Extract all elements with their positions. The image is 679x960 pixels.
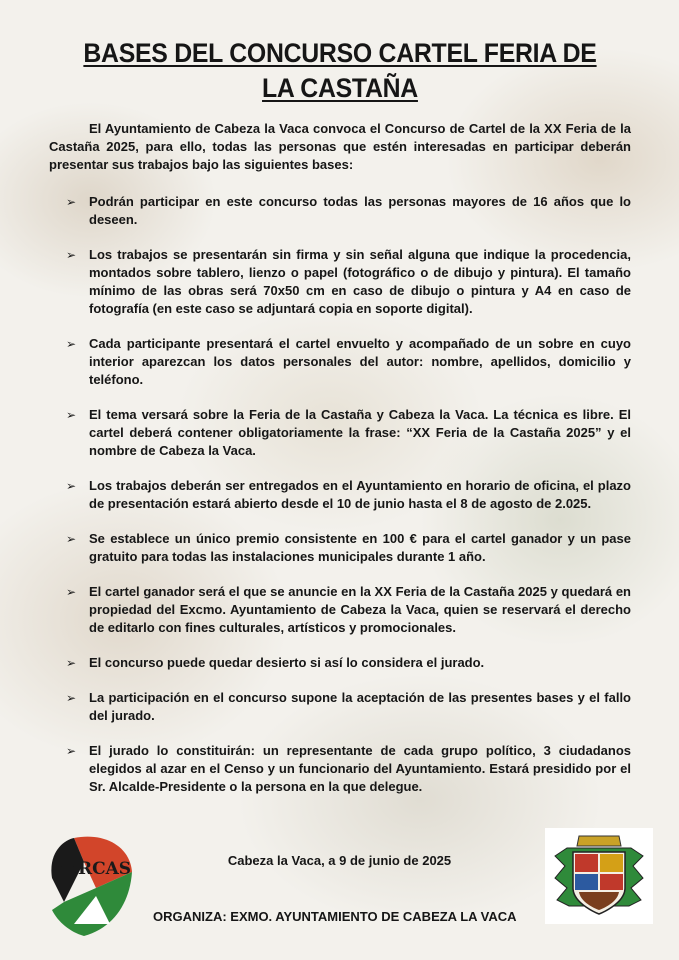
list-item: [66, 477, 631, 513]
list-item-text: La participación en el concurso supone la aceptación de las presentes bases y el fallo del jurado.: [89, 690, 631, 723]
intro-paragraph: El Ayuntamiento de Cabeza la Vaca convoca el Concurso de Cartel de la XX Feria de la Castaña 2025, para ello, todas las personas que estén interesadas en participar deberán presentar sus trabajos bajo las siguientes bases:: [49, 121, 631, 172]
list-item-text: Se establece un único premio consistente en 100 € para el cartel ganador y un pase gratuito para todas las instalaciones municipales durante 1 año.: [89, 531, 631, 564]
list-item: [66, 335, 631, 389]
arrow-bullet-icon: ➢: [66, 248, 77, 262]
list-item-text: El cartel ganador será el que se anuncie en la XX Feria de la Castaña 2025 y quedará en propiedad del Excmo. Ayuntamiento de Cabeza la Vaca, quien se reservará el derecho de editarlo con fines culturales, artísticos y promocionales.: [89, 584, 631, 635]
list-item-text: Los trabajos se presentarán sin firma y sin señal alguna que indique la procedencia, montados sobre tablero, lienzo o papel (fotográfico o de dibujo y pintura). El tamaño mínimo de las obras será 70x50 cm en caso de dibujo o pintura y A4 en caso de fotografía (en este caso se adjuntará copia en soporte digital).: [89, 247, 631, 316]
crest-quarter-red: [575, 854, 598, 872]
crest-quarter-gold: [600, 854, 623, 872]
arrow-bullet-icon: ➢: [66, 195, 77, 209]
list-item-text: Cada participante presentará el cartel envuelto y acompañado de un sobre en cuyo interior aparezcan los datos personales del autor: nombre, apellidos, domicilio y teléfono.: [89, 336, 631, 387]
arrow-bullet-icon: ➢: [66, 585, 77, 599]
logo-text: FERCAS: [52, 859, 132, 879]
list-item-text: El tema versará sobre la Feria de la Castaña y Cabeza la Vaca. La técnica es libre. El cartel deberá contener obligatoriamente la frase: “XX Feria de la Castaña 2025” y el nombre de Cabeza la Vaca.: [89, 407, 631, 458]
arrow-bullet-icon: ➢: [66, 656, 77, 670]
list-item: [66, 654, 631, 672]
list-item: [66, 530, 631, 566]
organizer-line: ORGANIZA: EXMO. AYUNTAMIENTO DE CABEZA LA VACA: [153, 909, 517, 924]
list-item: [66, 742, 631, 796]
crest-quarter-blue: [575, 874, 598, 890]
town-crest: [543, 826, 655, 926]
arrow-bullet-icon: ➢: [66, 744, 77, 758]
crest-quarter-red-2: [600, 874, 623, 890]
arrow-bullet-icon: ➢: [66, 691, 77, 705]
arrow-bullet-icon: ➢: [66, 479, 77, 493]
bases-list: [66, 193, 631, 813]
list-item-text: El concurso puede quedar desierto si así lo considera el jurado.: [89, 655, 485, 670]
crown-icon: [577, 836, 621, 846]
list-item: [66, 246, 631, 318]
list-item-text: Los trabajos deberán ser entregados en el Ayuntamiento en horario de oficina, el plazo de presentación estará abierto desde el 10 de junio hasta el 8 de agosto de 2.025.: [89, 478, 631, 511]
list-item: [66, 406, 631, 460]
fercas-logo: [44, 832, 136, 940]
page-title: BASES DEL CONCURSO CARTEL FERIA DE LA CASTAÑA: [83, 38, 597, 103]
list-item-text: El jurado lo constituirán: un representante de cada grupo político, 3 ciudadanos elegidos al azar en el Censo y un funcionario del Ayuntamiento. Estará presidido por el Sr. Alcalde-Presidente o la persona en la que delegue.: [89, 743, 631, 794]
list-item: [66, 583, 631, 637]
arrow-bullet-icon: ➢: [66, 337, 77, 351]
arrow-bullet-icon: ➢: [66, 408, 77, 422]
list-item: [66, 193, 631, 229]
date-line: Cabeza la Vaca, a 9 de junio de 2025: [227, 853, 452, 868]
list-item: [66, 689, 631, 725]
arrow-bullet-icon: ➢: [66, 532, 77, 546]
list-item-text: Podrán participar en este concurso todas las personas mayores de 16 años que lo deseen.: [89, 194, 631, 227]
